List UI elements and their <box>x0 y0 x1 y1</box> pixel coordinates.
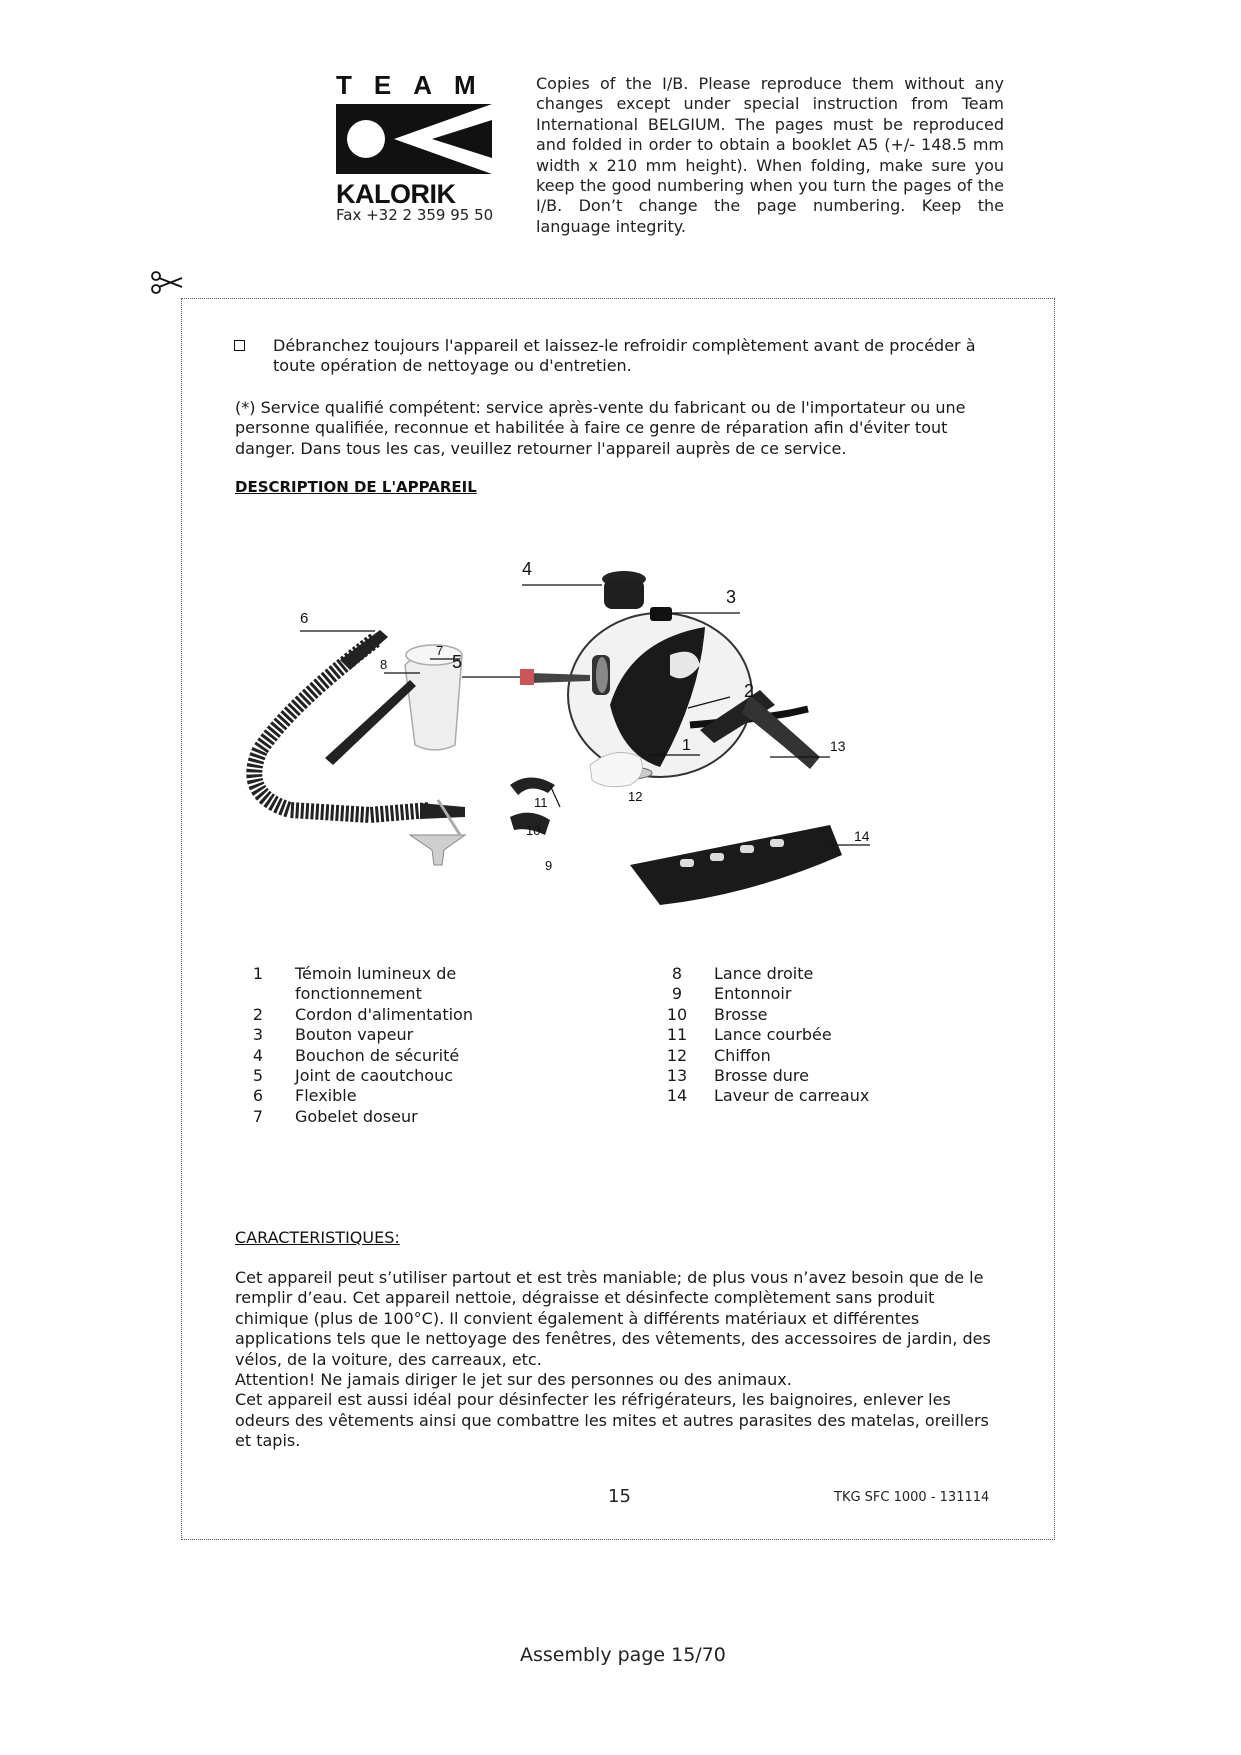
callout-5: 5 <box>452 652 463 672</box>
part-number: 5 <box>252 1066 264 1086</box>
part-number: 4 <box>252 1045 264 1065</box>
part-number: 9 <box>671 984 683 1004</box>
copies-notice: Copies of the I/B. Please reproduce them without any changes except under special instruction from Team International BELGIUM. The pages must be reproduced and folded in order to obtain a booklet A5 (+/- 148.5 mm width x 210 mm height). When folding, make sure you keep the good numbering when you turn the pages of the I/B. Don’t change the page numbering. Keep the language integrity. <box>536 74 1004 236</box>
part-label: Joint de caoutchouc <box>295 1066 454 1086</box>
part-number: 13 <box>666 1066 688 1086</box>
callout-1: 1 <box>682 737 691 754</box>
safety-bullet-text: Débranchez toujours l'appareil et laissez-le refroidir complètement avant de procéder à toute opération de nettoyage ou d'entretien. <box>273 336 976 376</box>
callout-4: 4 <box>522 559 533 579</box>
callout-3: 3 <box>726 587 737 607</box>
characteristics-paragraph: Cet appareil peut s’utiliser partout et est très maniable; de plus vous n’avez besoin que de le remplir d’eau. Cet appareil nettoie, dégraisse et désinfecte complètement sans produit chimique (plus de 100°C). Il convient également à différents matériaux et différentes applications tels que le nettoyage des fenêtres, des vêtements, des accessoires de jardin, des vélos, de la voiture, des carreaux, etc. <box>235 1268 991 1369</box>
part-number: 6 <box>252 1086 264 1106</box>
part-label: Brosse dure <box>714 1066 809 1086</box>
kalorik-k-icon <box>336 104 492 174</box>
checkbox-bullet-icon <box>234 340 245 351</box>
logo-team-text: TEAM <box>336 70 498 100</box>
callout-6: 6 <box>300 610 309 627</box>
part-label: Bouchon de sécurité <box>295 1045 460 1065</box>
characteristics-body <box>235 1268 1005 1452</box>
part-label: Flexible <box>295 1086 357 1106</box>
part-number: 14 <box>666 1086 688 1106</box>
part-number: 12 <box>666 1045 688 1065</box>
callout-10: 10 <box>526 823 541 838</box>
part-item <box>662 1086 942 1106</box>
callout-11: 11 <box>534 795 548 810</box>
callout-12: 12 <box>628 789 643 804</box>
part-item <box>662 984 942 1004</box>
part-label: Brosse <box>714 1004 768 1024</box>
part-number: 3 <box>252 1025 264 1045</box>
straight-lance-icon <box>325 680 416 765</box>
part-number: 11 <box>666 1025 688 1045</box>
part-item <box>662 1066 942 1086</box>
part-label: Témoin lumineux de <box>295 964 457 983</box>
parts-list-right <box>662 964 942 1107</box>
part-item <box>243 1025 503 1045</box>
part-label: Lance courbée <box>714 1025 832 1045</box>
service-note: (*) Service qualifié compétent: service après-vente du fabricant ou de l'importateur ou une personne qualifiée, reconnue et habilitée à faire ce genre de réparation afin d'éviter tout danger. Dans tous les cas, veuillez retourner l'appareil auprès de ce service. <box>235 398 966 458</box>
safety-bullet <box>234 336 1014 377</box>
characteristics-title: CARACTERISTIQUES: <box>235 1228 400 1247</box>
part-item <box>243 1086 503 1106</box>
part-item <box>243 1046 503 1066</box>
parts-list-left <box>243 964 503 1127</box>
part-item <box>243 984 503 1004</box>
model-code: TKG SFC 1000 - 131114 <box>834 1490 990 1505</box>
characteristics-warning: Attention! Ne jamais diriger le jet sur des personnes ou des animaux. <box>235 1370 792 1390</box>
assembly-page: Assembly page 15/70 <box>520 1644 726 1666</box>
callout-9: 9 <box>545 858 553 873</box>
part-label: Gobelet doseur <box>295 1106 418 1126</box>
fax-number: Fax +32 2 359 95 50 <box>336 206 494 224</box>
part-item <box>243 1005 503 1025</box>
page-number: 15 <box>608 1486 631 1507</box>
logo-brand-text: KALORIK <box>336 179 456 209</box>
part-label: Bouton vapeur <box>295 1025 414 1045</box>
part-number: 8 <box>671 964 683 983</box>
part-label: Cordon d'alimentation <box>295 1004 473 1024</box>
part-label: Lance droite <box>714 964 814 983</box>
steamer-body-icon <box>520 571 808 779</box>
part-item <box>662 1046 942 1066</box>
part-label: Chiffon <box>714 1045 771 1065</box>
curved-lance-icon <box>510 778 555 796</box>
part-item <box>662 1005 942 1025</box>
part-number: 2 <box>252 1004 264 1024</box>
part-item <box>662 1025 942 1045</box>
steam-cleaner-illustration <box>230 545 990 945</box>
part-number: 7 <box>252 1106 264 1126</box>
part-label: fonctionnement <box>295 984 422 1004</box>
window-washer-icon <box>630 825 842 905</box>
part-item <box>662 964 942 984</box>
callout-7: 7 <box>436 643 444 658</box>
characteristics-paragraph: Cet appareil est aussi idéal pour désinfecter les réfrigérateurs, les baignoires, enlever les odeurs des vêtements ainsi que combattre les mites et autres parasites des matelas, oreillers et tapis. <box>235 1390 989 1451</box>
part-item <box>243 964 503 984</box>
part-number <box>243 984 273 1004</box>
callout-13: 13 <box>830 738 846 754</box>
part-number: 1 <box>252 964 264 983</box>
brand-logo <box>336 72 498 208</box>
callout-14: 14 <box>854 828 870 844</box>
part-label: Entonnoir <box>714 984 792 1004</box>
scissors-icon <box>150 270 184 296</box>
part-item <box>243 1107 503 1127</box>
part-label: Laveur de carreaux <box>714 1086 870 1106</box>
part-item <box>243 1066 503 1086</box>
description-title: DESCRIPTION DE L'APPAREIL <box>235 478 477 496</box>
cloth-icon <box>590 753 642 787</box>
part-number: 10 <box>666 1004 688 1024</box>
callout-2: 2 <box>744 681 755 701</box>
callout-8: 8 <box>380 657 388 672</box>
